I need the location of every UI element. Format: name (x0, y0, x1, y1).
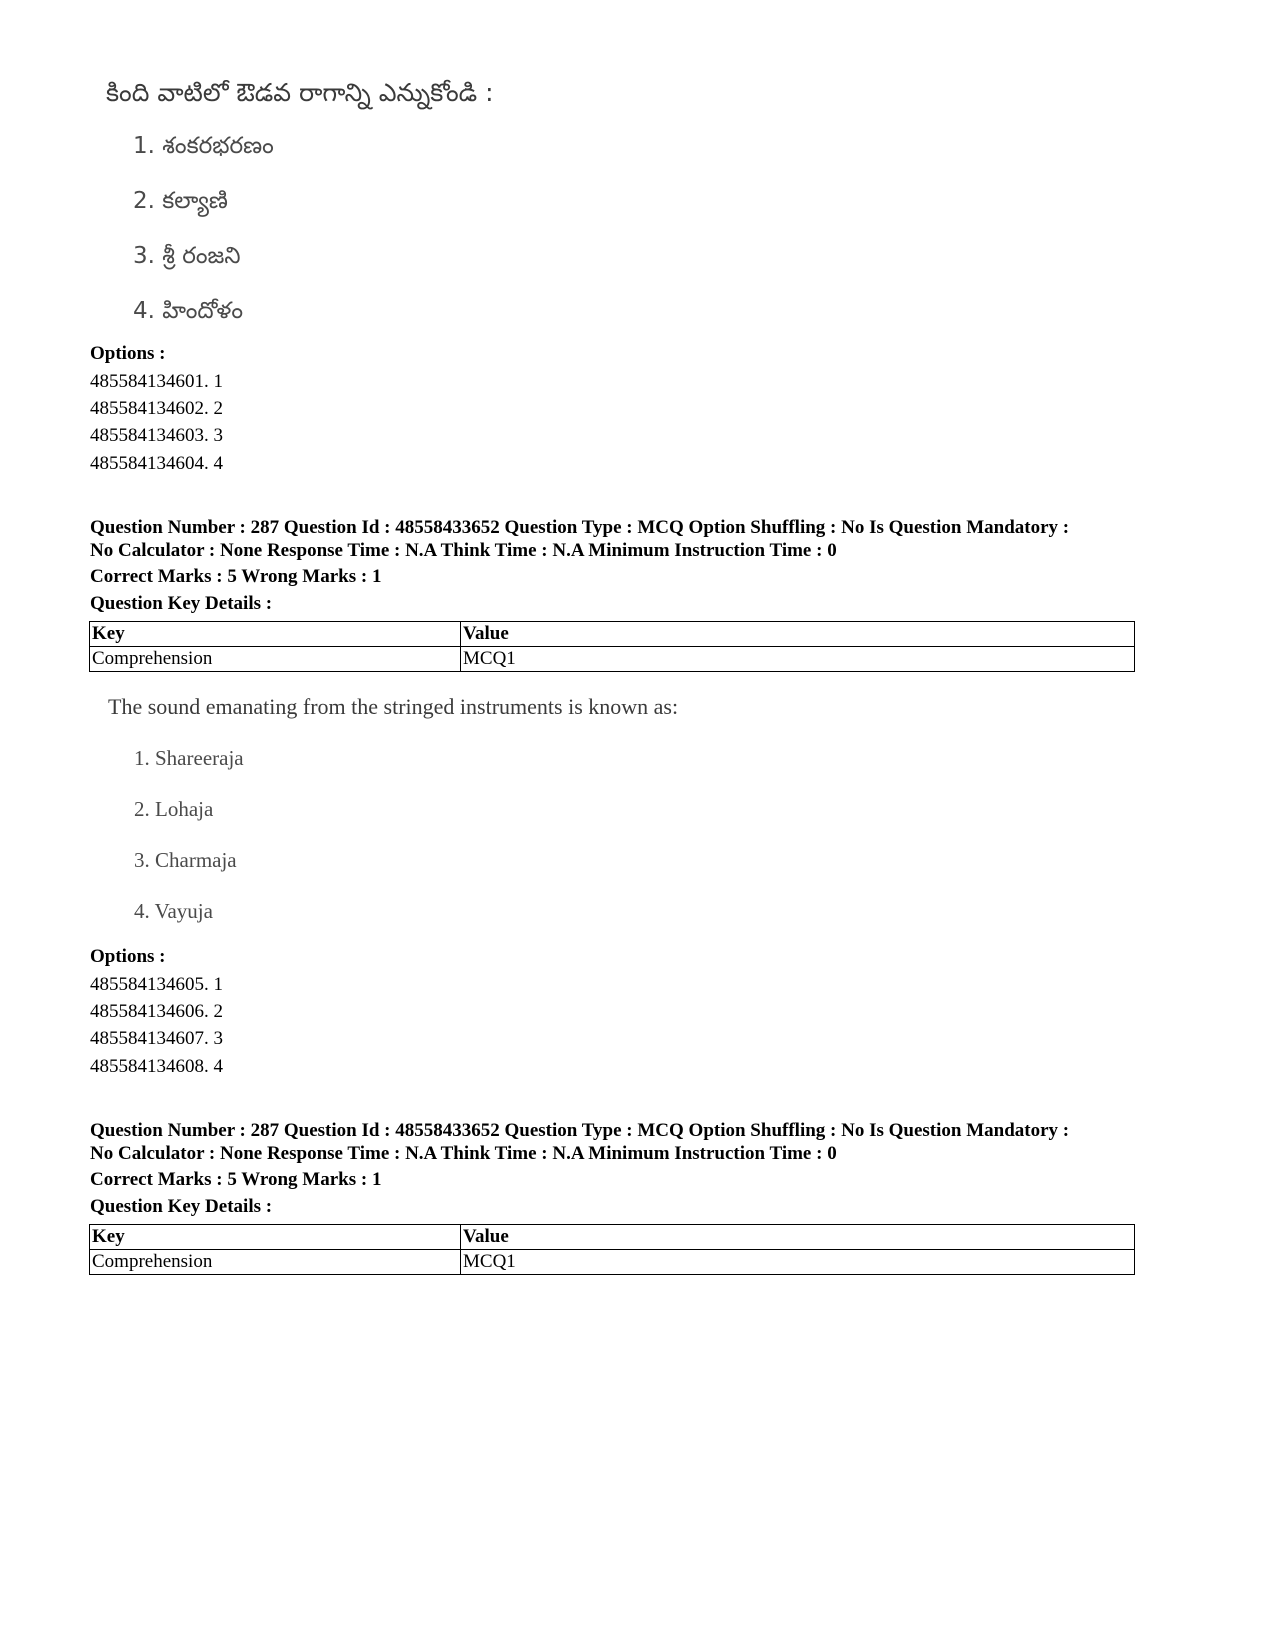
table-cell: MCQ1 (461, 647, 1135, 672)
table-header-row (90, 622, 1135, 647)
option-line: 485584134602. 2 (90, 398, 223, 419)
options-label: Options : (90, 946, 166, 967)
question-2-item: 4. Vayuja (134, 899, 213, 923)
question-2-item: 2. Lohaja (134, 797, 214, 821)
question-meta-line: No Calculator : None Response Time : N.A Think Time : N.A Minimum Instruction Time : 0 (90, 1143, 837, 1164)
table-header-cell: Value (461, 1225, 1135, 1250)
option-line: 485584134603. 3 (90, 425, 223, 446)
key-details-table (89, 1224, 1135, 1275)
question-1-item: 4. హిందోళం (133, 298, 244, 324)
option-line: 485584134607. 3 (90, 1028, 223, 1049)
question-meta (90, 516, 1140, 562)
option-line: 485584134604. 4 (90, 453, 223, 474)
option-line: 485584134605. 1 (90, 974, 223, 995)
question-meta-line: No Calculator : None Response Time : N.A Think Time : N.A Minimum Instruction Time : 0 (90, 540, 837, 561)
question-meta-line: Question Number : 287 Question Id : 48558433652 Question Type : MCQ Option Shuffling : No Is Question Mandatory : (90, 517, 1070, 538)
marks-line: Correct Marks : 5 Wrong Marks : 1 (90, 1169, 382, 1190)
table-header-cell: Value (461, 622, 1135, 647)
key-details-label: Question Key Details : (90, 593, 273, 614)
question-1-item: 2. కల్యాణి (133, 188, 228, 214)
question-meta-line: Question Number : 287 Question Id : 48558433652 Question Type : MCQ Option Shuffling : No Is Question Mandatory : (90, 1120, 1070, 1141)
option-line: 485584134606. 2 (90, 1001, 223, 1022)
question-2-text: The sound emanating from the stringed instruments is known as: (108, 694, 679, 719)
table-header-cell: Key (90, 1225, 461, 1250)
key-details-table (89, 621, 1135, 672)
question-1-text: కింది వాటిలో ఔడవ రాగాన్ని ఎన్నుకోండి : (106, 78, 494, 107)
marks-line: Correct Marks : 5 Wrong Marks : 1 (90, 566, 382, 587)
table-row (90, 647, 1135, 672)
table-cell: Comprehension (90, 1250, 461, 1275)
question-2-item: 1. Shareeraja (134, 746, 244, 770)
table-header-row (90, 1225, 1135, 1250)
table-cell: Comprehension (90, 647, 461, 672)
option-line: 485584134601. 1 (90, 371, 223, 392)
option-line: 485584134608. 4 (90, 1056, 223, 1077)
question-1-item: 3. శ్రీ రంజని (133, 243, 241, 269)
key-details-label: Question Key Details : (90, 1196, 273, 1217)
table-header-cell: Key (90, 622, 461, 647)
table-row (90, 1250, 1135, 1275)
question-2-item: 3. Charmaja (134, 848, 237, 872)
table-cell: MCQ1 (461, 1250, 1135, 1275)
question-meta (90, 1119, 1140, 1165)
options-label: Options : (90, 343, 166, 364)
question-1-item: 1. శంకరభరణం (133, 133, 274, 159)
